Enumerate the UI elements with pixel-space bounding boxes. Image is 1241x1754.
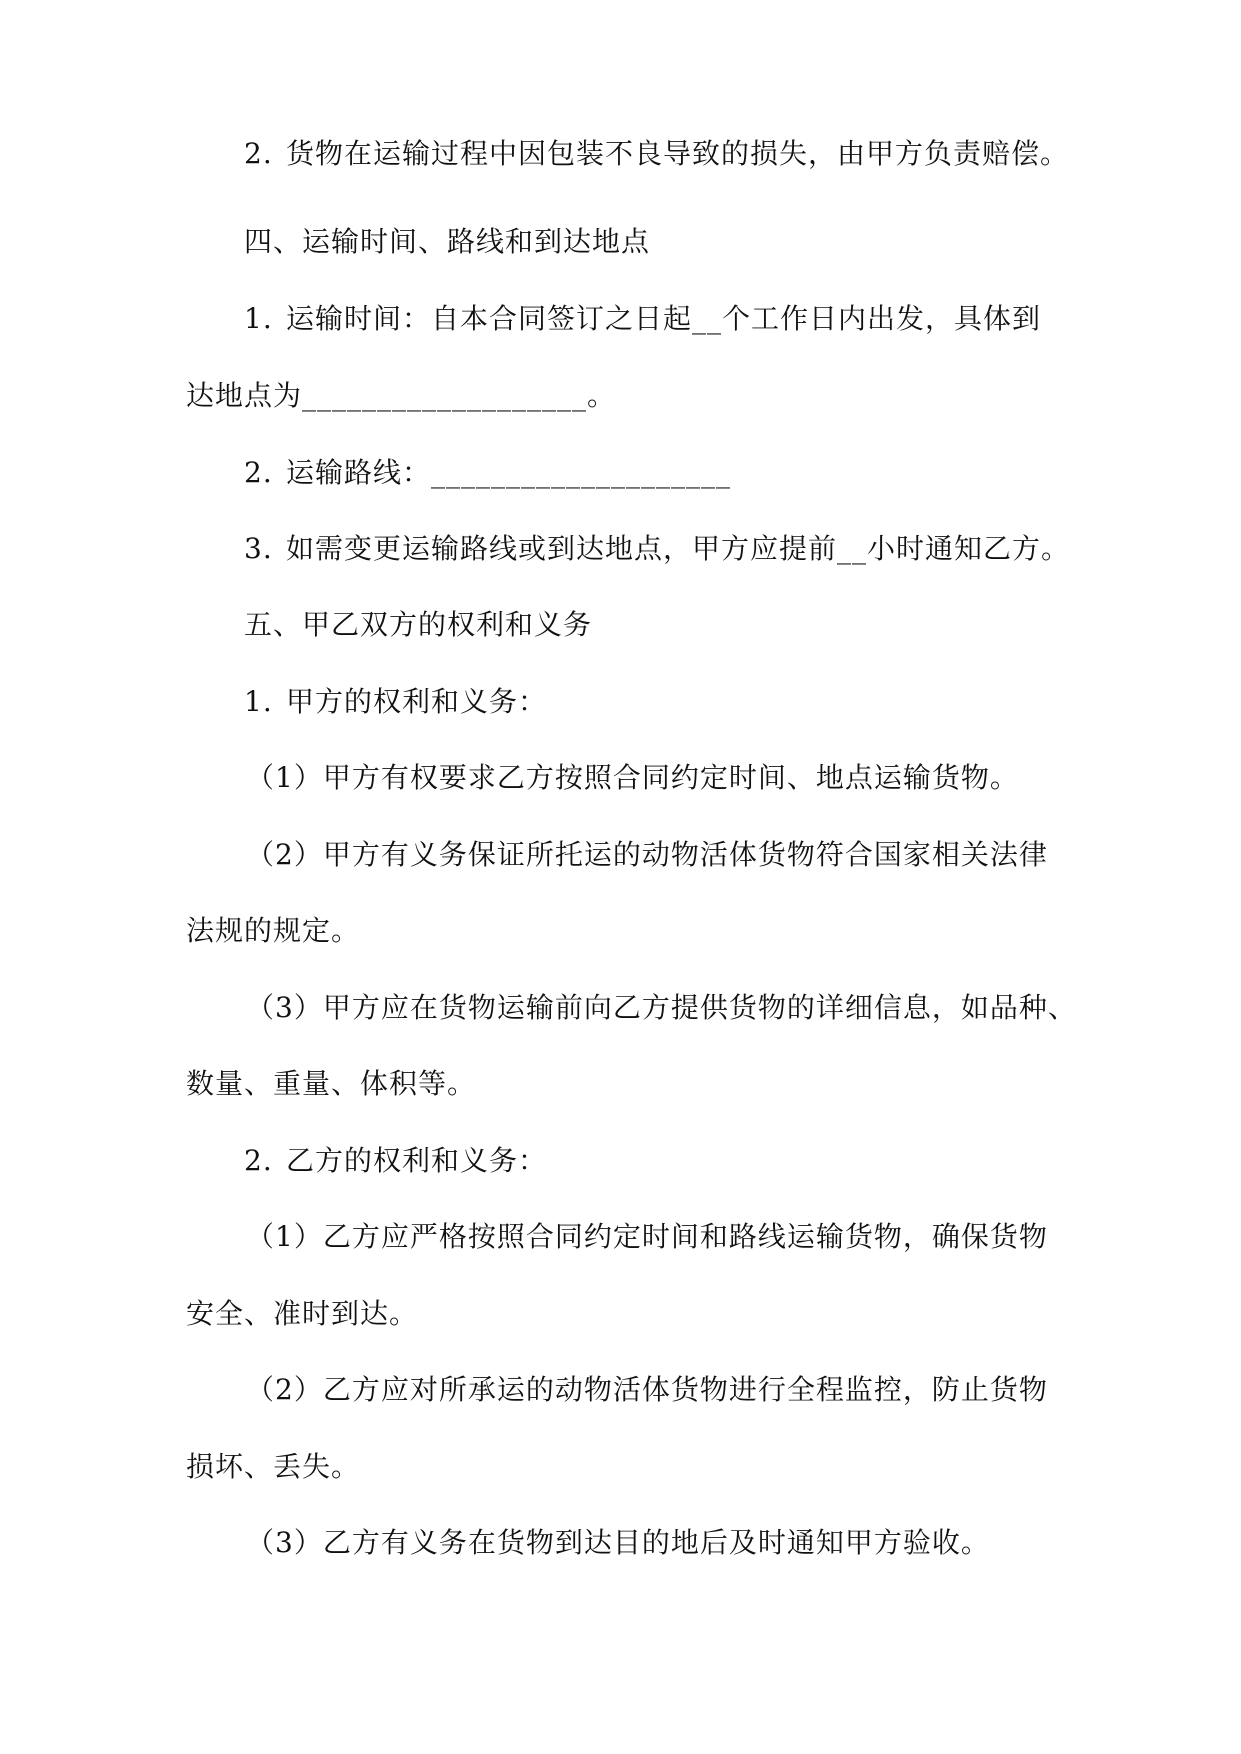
- item-text: 货物在运输过程中因包装不良导致的损失，由甲方负责赔偿。: [286, 137, 1070, 170]
- sub-item-b3: [246, 1525, 990, 1561]
- item-text: 法规的规定。: [186, 914, 361, 947]
- heading-text: 五、甲乙双方的权利和义务: [244, 608, 593, 641]
- section-heading-4: [244, 224, 650, 260]
- clause-6-2: [244, 1143, 547, 1179]
- item-number: 1.: [244, 685, 273, 718]
- sub-item-a3: [246, 990, 1077, 1026]
- sub-item-a3-continued: [186, 1066, 476, 1102]
- clause-6-1: [244, 684, 547, 720]
- sub-item-a2-continued: [186, 913, 360, 949]
- item-text: 损坏、丢失。: [186, 1450, 361, 1483]
- item-number: 1.: [244, 302, 273, 335]
- item-text: （1）甲方有权要求乙方按照合同约定时间、地点运输货物。: [246, 761, 1019, 794]
- item-text: 运输路线：____________________: [286, 456, 732, 489]
- clause-5-1-continued: [186, 378, 616, 414]
- item-text: 数量、重量、体积等。: [186, 1067, 477, 1100]
- heading-text: 四、运输时间、路线和到达地点: [244, 225, 651, 258]
- item-number: 3.: [244, 532, 273, 565]
- item-text: （2）甲方有义务保证所托运的动物活体货物符合国家相关法律: [246, 838, 1048, 871]
- item-number: 2.: [244, 1144, 273, 1177]
- item-text: （2）乙方应对所承运的动物活体货物进行全程监控，防止货物: [246, 1373, 1048, 1406]
- sub-item-b2: [246, 1372, 1048, 1408]
- clause-4-2: [244, 136, 1069, 172]
- clause-5-2: [244, 455, 731, 491]
- clause-5-3: [244, 531, 1070, 567]
- item-text: （3）甲方应在货物运输前向乙方提供货物的详细信息，如品种、: [246, 991, 1077, 1024]
- item-number: 2.: [244, 137, 273, 170]
- sub-item-b1-continued: [186, 1296, 418, 1332]
- item-text: 乙方的权利和义务：: [286, 1144, 548, 1177]
- item-text: 达地点为___________________。: [186, 379, 617, 412]
- sub-item-a1: [246, 760, 1019, 796]
- item-text: 运输时间：自本合同签订之日起__个工作日内出发，具体到: [286, 302, 1042, 335]
- item-text: 如需变更运输路线或到达地点，甲方应提前__小时通知乙方。: [286, 532, 1071, 565]
- item-text: 安全、准时到达。: [186, 1297, 419, 1330]
- clause-5-1: [244, 301, 1041, 337]
- sub-item-a2: [246, 837, 1048, 873]
- sub-item-b1: [246, 1219, 1048, 1255]
- sub-item-b2-continued: [186, 1449, 360, 1485]
- item-text: 甲方的权利和义务：: [286, 685, 548, 718]
- item-number: 2.: [244, 456, 273, 489]
- item-text: （1）乙方应严格按照合同约定时间和路线运输货物，确保货物: [246, 1220, 1048, 1253]
- section-heading-5: [244, 607, 592, 643]
- item-text: （3）乙方有义务在货物到达目的地后及时通知甲方验收。: [246, 1526, 990, 1559]
